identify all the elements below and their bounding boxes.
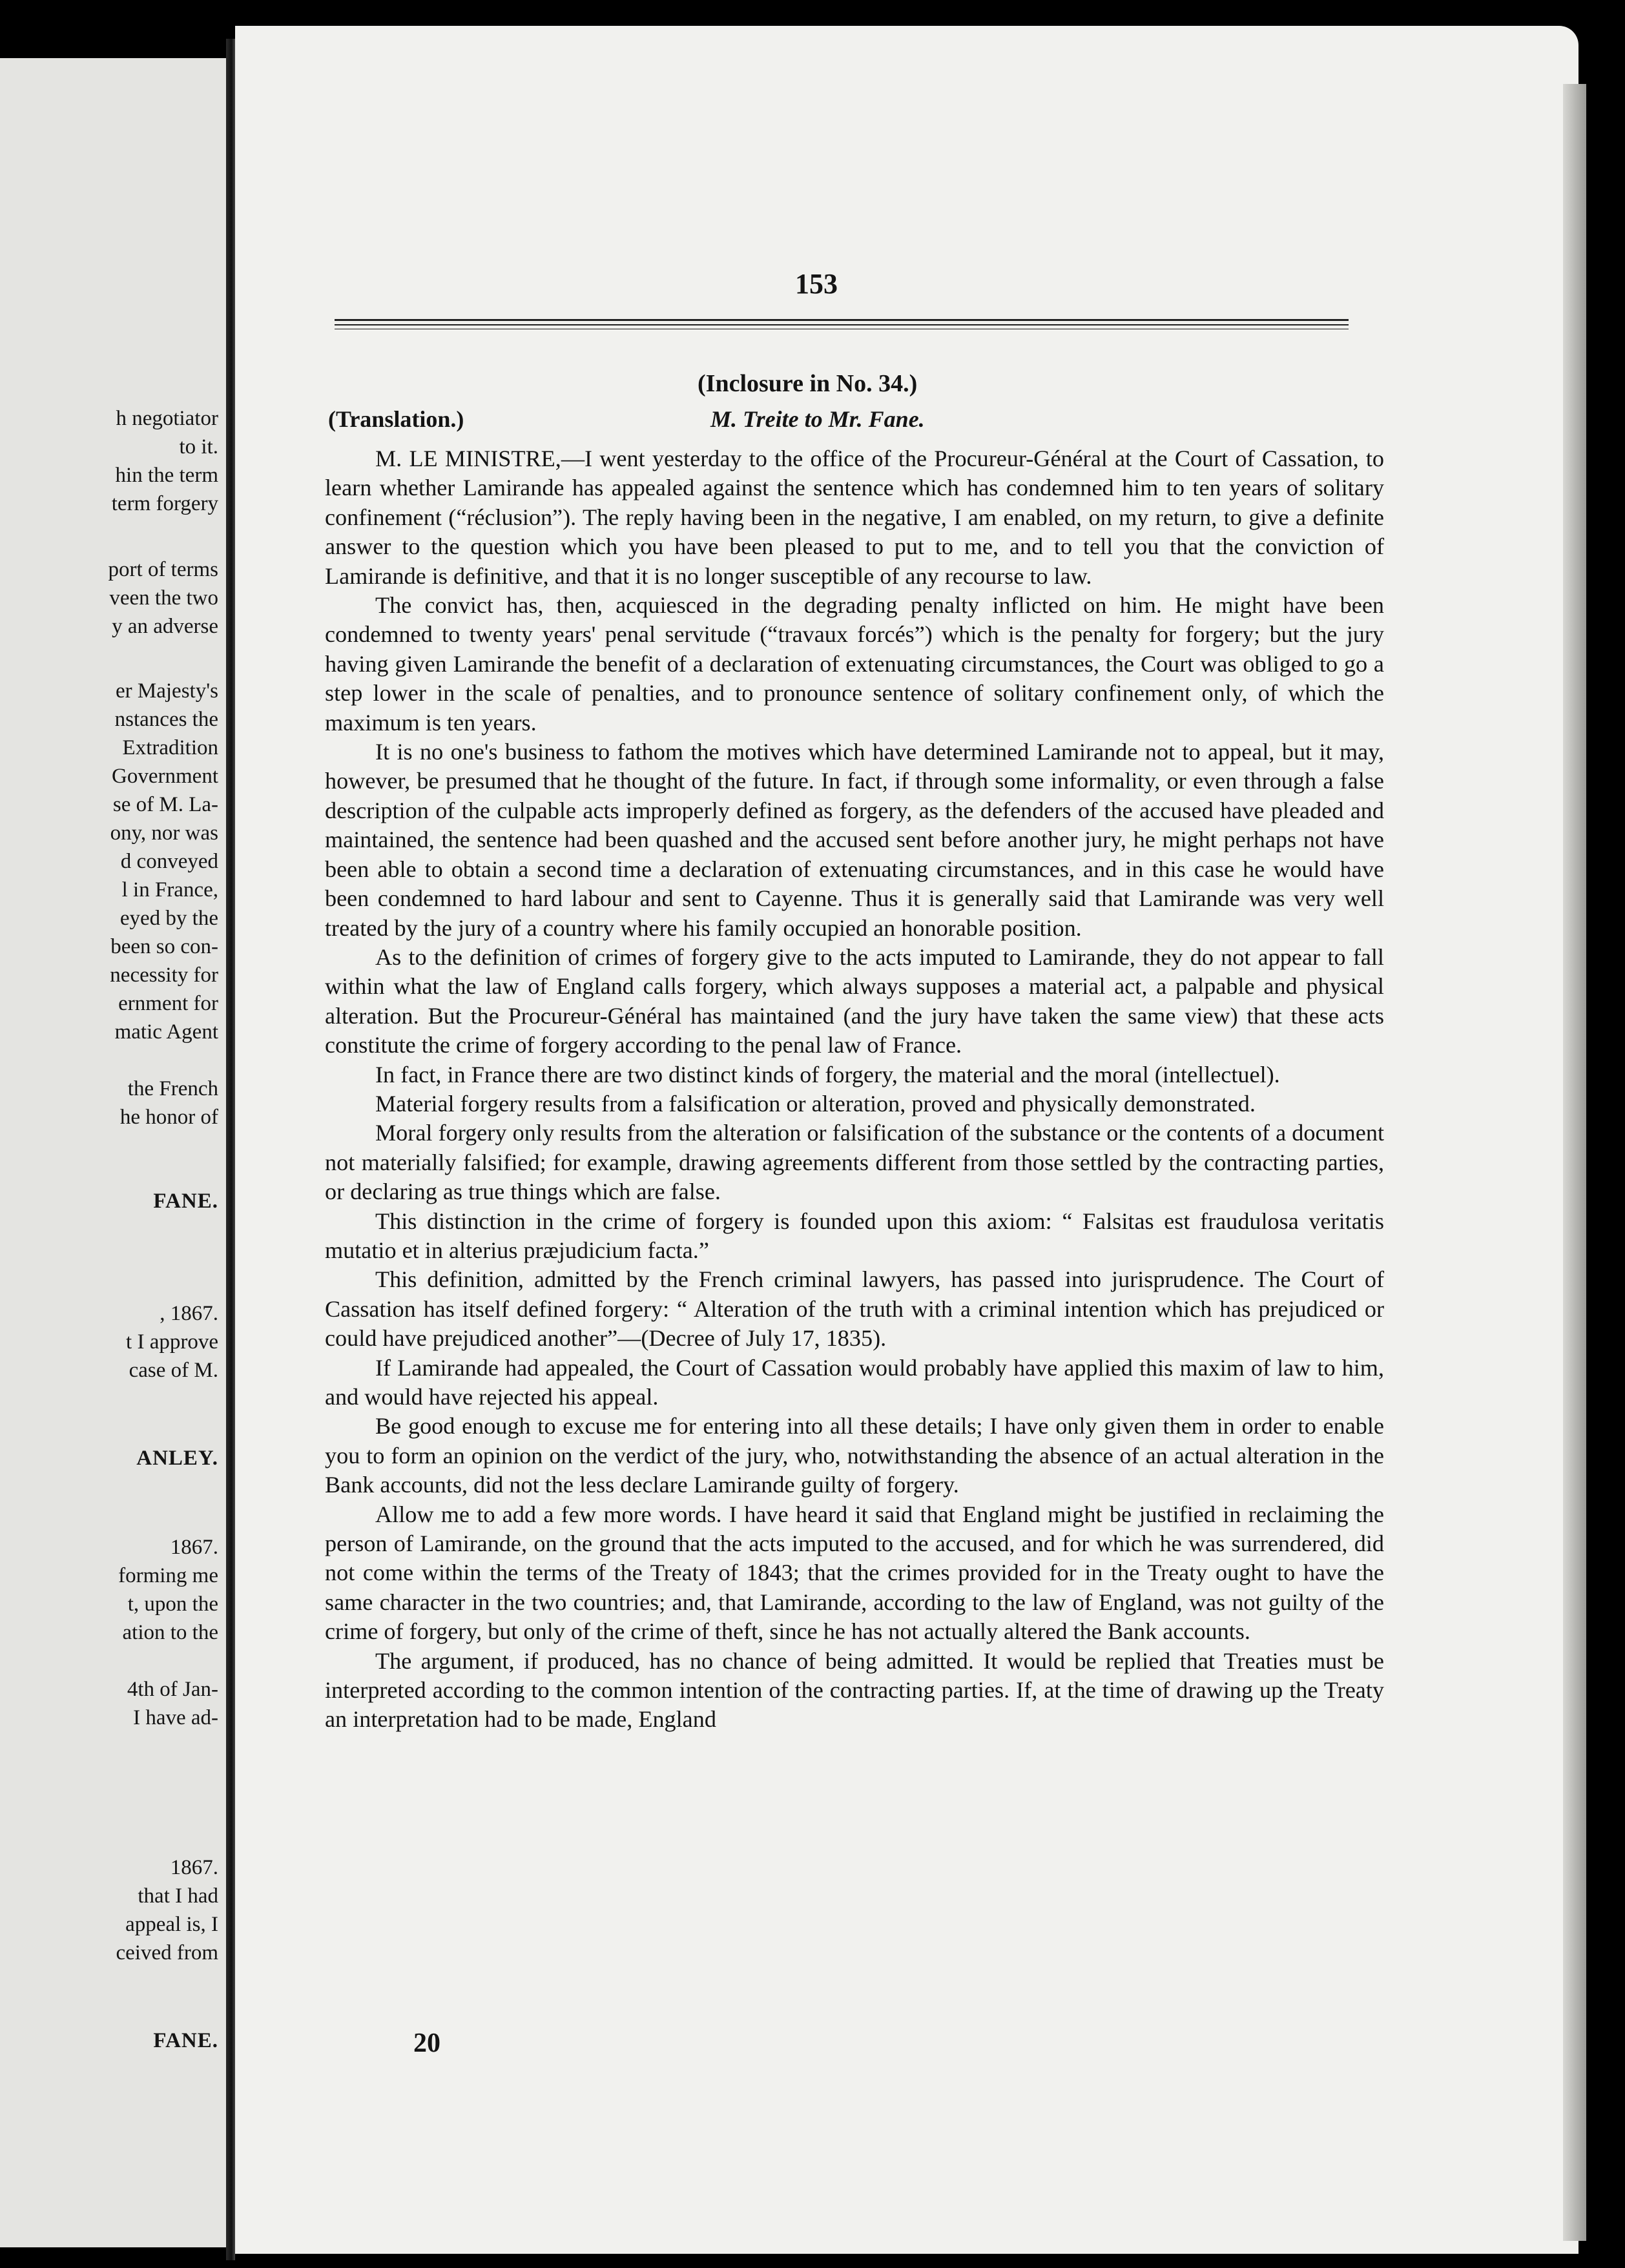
left-page-line: matic Agent [114,1020,218,1044]
left-page-line: been so con- [110,935,218,958]
body-paragraph: The convict has, then, acquiesced in the degrading penalty inflicted on him. He might have been condemned to twenty years' penal servitude (“travaux forcés”) which is the penalty for forgery; but the jury having given Lamirande the benefit of a declaration of extenuating circumstances, the Court was obliged to go a step lower in the scale of penalties, and to pronounce sentence of solitary confinement only, of which the maximum is ten years. [325,592,1384,736]
left-page-line: t, upon the [127,1593,218,1616]
translation-label: (Translation.) [328,406,464,432]
left-page-line: I have ad- [133,1706,218,1729]
left-page-line: 1867. [170,1536,218,1559]
left-page-line: the French [127,1077,218,1100]
salutation: M. LE MINISTRE, [375,446,561,471]
left-page-line: t I approve [126,1330,218,1354]
left-page-line: , 1867. [160,1302,218,1325]
page-number: 153 [795,268,838,300]
left-page-line: necessity for [110,964,218,987]
left-page-line: Extradition [122,736,218,759]
left-page-line: ceived from [116,1941,218,1964]
body-paragraph: This definition, admitted by the French criminal lawyers, has passed into jurisprudence. The Court of Cassation has itself defined forgery: “ Alteration of the truth with a criminal intention which has prejudiced or could have prejudiced another”—(Decree of July 17, 1835). [325,1266,1384,1352]
left-page-line: 1867. [170,1856,218,1879]
left-page-line: ANLEY. [136,1447,218,1470]
left-page-line: he honor of [119,1106,218,1129]
body-paragraph: If Lamirande had appealed, the Court of Cassation would probably have applied this maxim of law to him, and would have rejected his appeal. [325,1354,1384,1410]
page-edge [1563,84,1586,2241]
left-page-line: ation to the [122,1621,218,1644]
body-paragraph: Material forgery results from a falsification or alteration, proved and physically demonstrated. [375,1090,1256,1117]
left-page-line: appeal is, I [125,1913,218,1936]
body-paragraph: Moral forgery only results from the alteration or falsification of the substance or the contents of a document not materially falsified; for example, drawing agreements different from those settled by the contracting parties, or declaring as true things which are false. [325,1120,1384,1205]
body-paragraph: The argument, if produced, has no chance of being admitted. It would be replied that Treaties must be interpreted according to the common intention of the contracting parties. If, at the time of drawing up the Treaty an interpretation had to be made, England [325,1647,1384,1733]
body-paragraph: As to the definition of crimes of forgery give to the acts imputed to Lamirande, they do not appear to fall within what the law of England calls forgery, which always supposes a material act, a palpable and physical alteration. But the Procureur-Général has maintained (and the jury have taken the same view) that these acts constitute the crime of forgery according to the penal law of France. [325,943,1384,1058]
left-page-line: hin the term [115,464,218,487]
left-page [0,58,226,2247]
left-page-line: ernment for [118,992,218,1015]
left-page-line: er Majesty's [116,679,218,703]
book-gutter [226,39,235,2260]
signature-number: 20 [413,2028,440,2058]
left-page-line: forming me [118,1564,218,1587]
left-page-line: FANE. [153,2029,218,2052]
left-page-line: Government [112,765,218,788]
left-page-line: FANE. [153,1190,218,1213]
letter-body [325,444,1384,1735]
left-page-line: ony, nor was [110,821,218,845]
left-page-line: se of M. La- [112,793,218,816]
first-paragraph [325,444,1384,591]
left-page-line: h negotiator [116,407,218,430]
paragraph-list [325,591,1384,1735]
left-page-line: l in France, [121,878,218,902]
body-paragraph: It is no one's business to fathom the motives which have determined Lamirande not to appeal, but it may, however, be presumed that he thought of the future. In fact, if through some informality, or even through a false description of the culpable acts improperly defined as forgery, as the defenders of the accused have pleaded and maintained, the sentence had been quashed and the accused sent before another jury, he might perhaps not have been able to obtain a second time a declaration of extenuating circumstances, and in this case he would have been condemned to hard labour and sent to Cayenne. Thus it is generally said that Lamirande was very well treated by the jury of a country where his family occupied an honorable position. [325,739,1384,941]
body-paragraph: In fact, in France there are two distinct kinds of forgery, the material and the moral (intellectuel). [375,1061,1280,1088]
left-page-line: eyed by the [119,907,218,930]
header-rule-middle [335,324,1349,325]
body-paragraph: Be good enough to excuse me for entering into all these details; I have only given them in order to enable you to form an opinion on the verdict of the jury, who, notwithstanding the absence of an actual alteration in the Bank accounts, did not the less declare Lamirande guilty of forgery. [325,1413,1384,1498]
left-page-line: nstances the [114,708,218,731]
inclosure-heading: (Inclosure in No. 34.) [698,370,918,397]
first-paragraph-text: —I went yesterday to the office of the Procureur-Général at the Court of Cassation, to learn whether Lamirande has appealed against the sentence which has condemned him to ten years of solitary confinement (“réclusion”). The reply having been in the negative, I am enabled, on my return, to give a definite answer to the question which you have been pleased to put to me, and to tell you that the conviction of Lamirande is definitive, and that it is no longer susceptible of any recourse to law. [325,446,1384,589]
left-page-line: that I had [138,1884,218,1908]
left-page-line: veen the two [109,586,218,610]
left-page-line: term forgery [111,492,218,515]
left-page-line: d conveyed [120,850,218,873]
left-page-line: y an adverse [112,615,218,638]
left-page-line: port of terms [108,558,218,581]
left-page-line: to it. [179,435,218,459]
header-rule-top [335,319,1349,321]
letter-header: M. Treite to Mr. Fane. [710,406,925,432]
left-page-line: 4th of Jan- [127,1678,218,1701]
left-page-line: case of M. [129,1359,218,1382]
body-paragraph: This distinction in the crime of forgery is founded upon this axiom: “ Falsitas est fraudulosa veritatis mutatio et in alterius præjudicium facta.” [325,1208,1384,1263]
body-paragraph: Allow me to add a few more words. I have heard it said that England might be justified in reclaiming the person of Lamirande, on the ground that the acts imputed to the accused, and for which he was surrendered, did not come within the terms of the Treaty of 1843; that the crimes provided for in the Treaty ought to have the same character in the two countries; and, that Lamirande, according to the law of England, was not guilty of the crime of forgery, but only of the crime of theft, since he has not actually altered the Bank accounts. [325,1501,1384,1645]
